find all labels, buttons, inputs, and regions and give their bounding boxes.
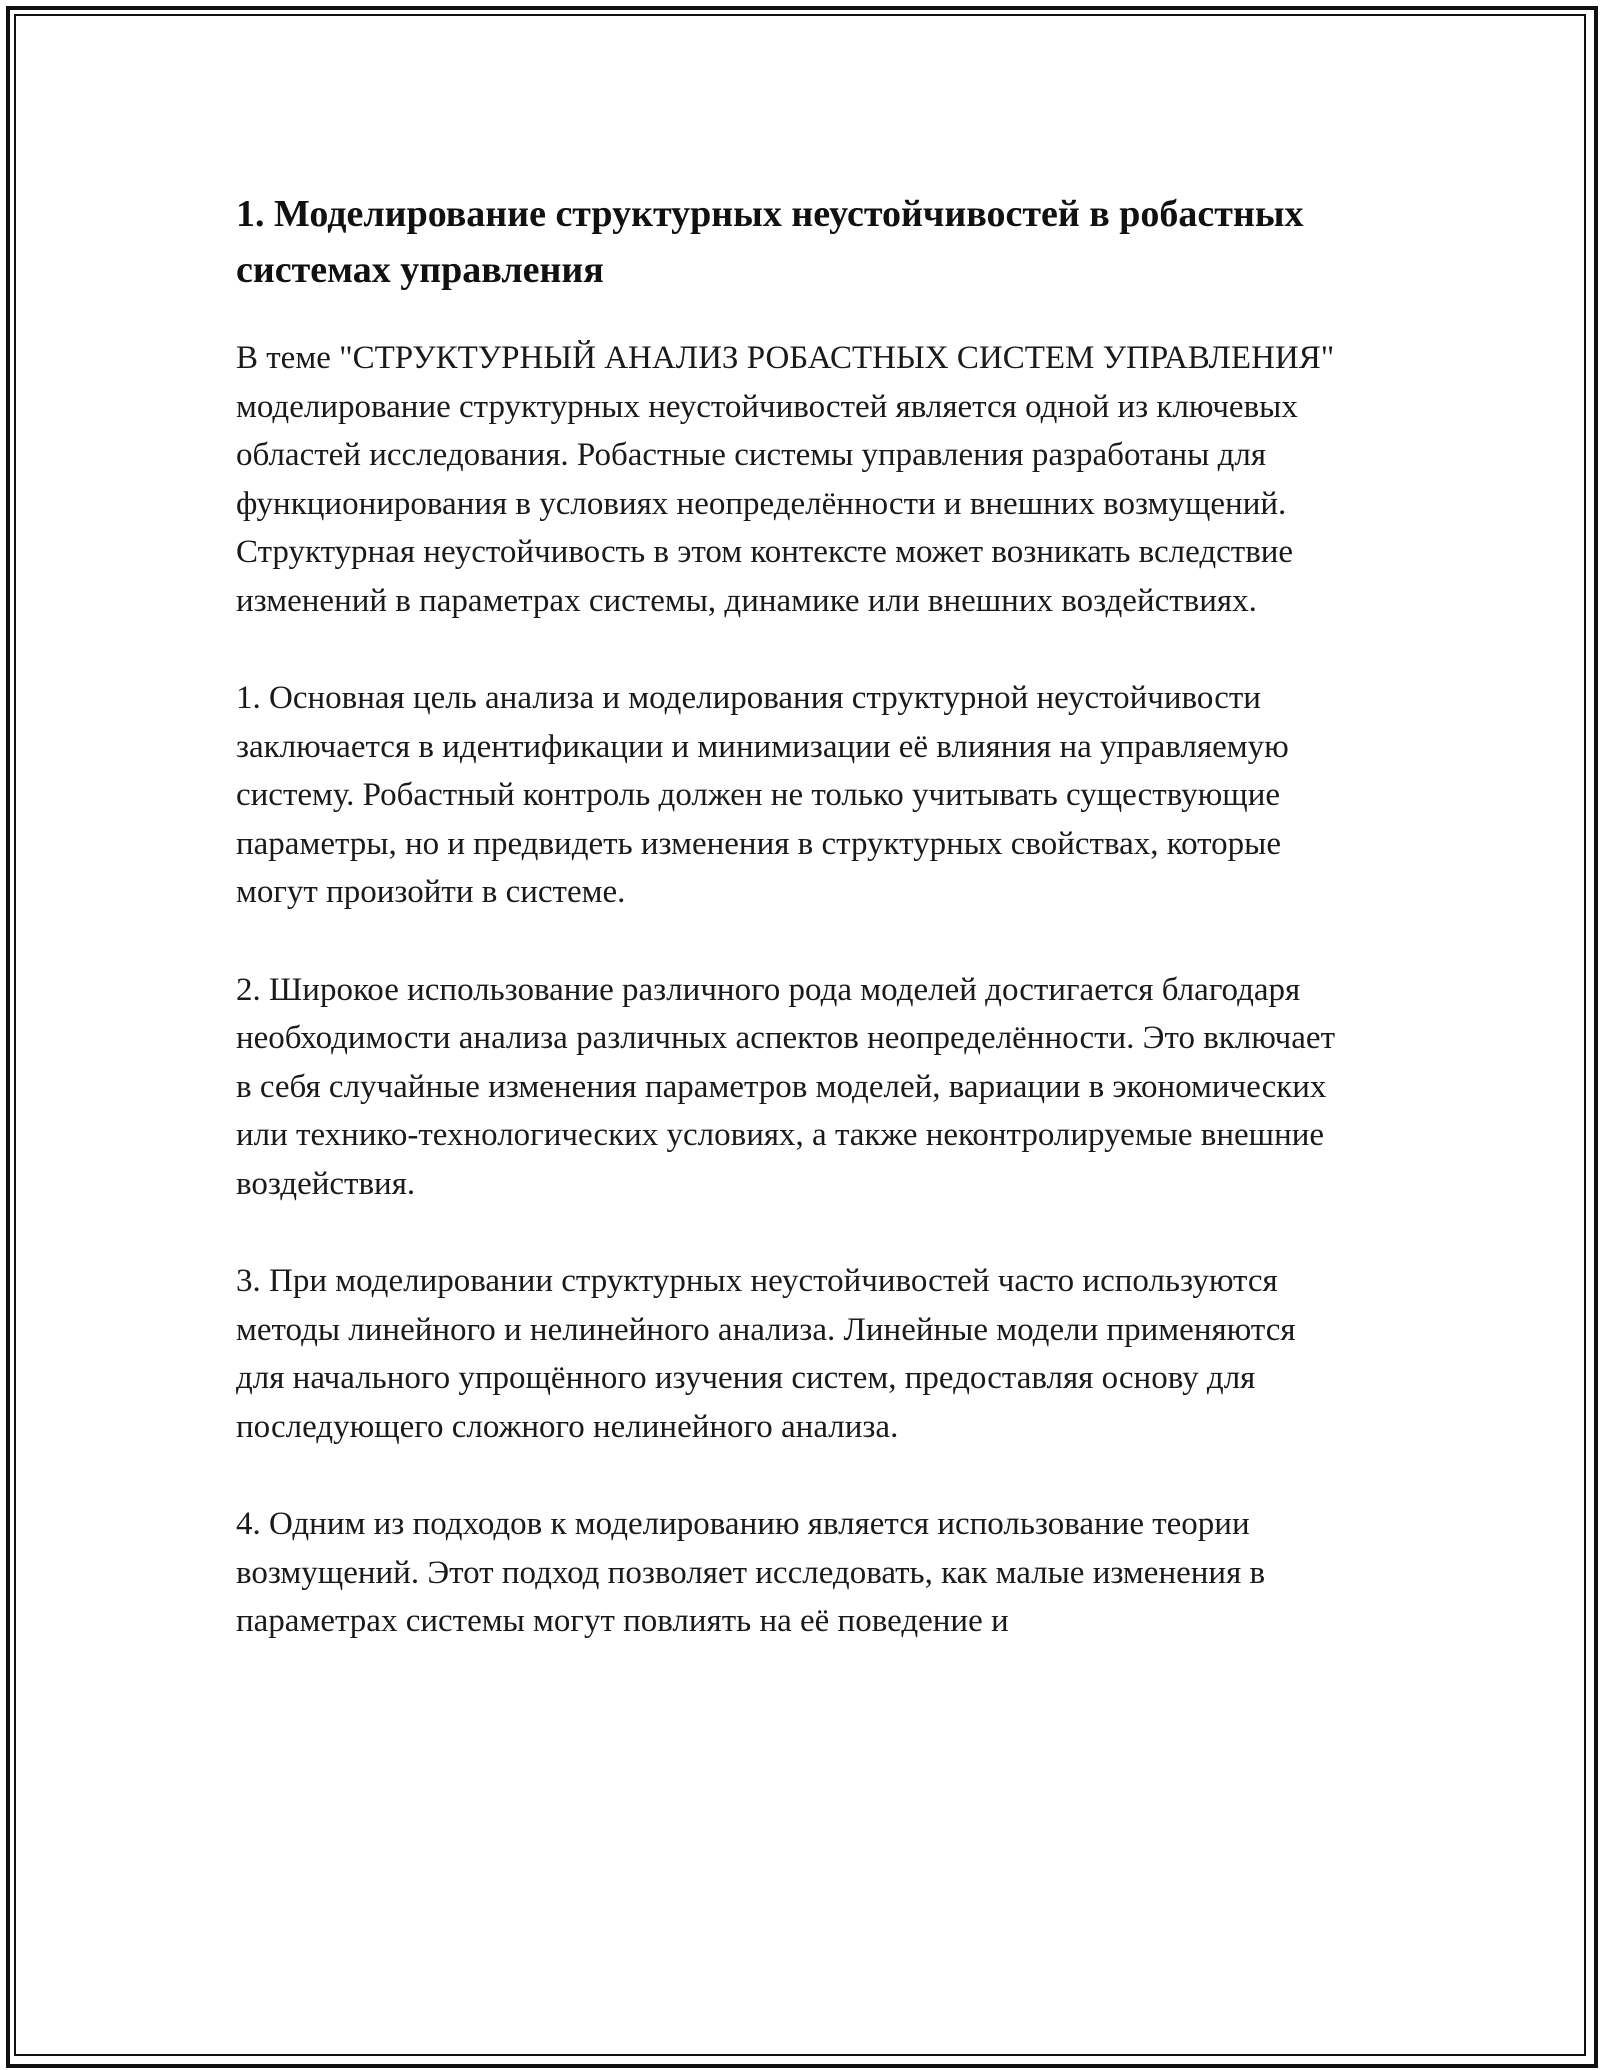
document-body [236, 186, 1336, 1695]
paragraph-item-3: 3. При моделировании структурных неустойчивостей часто используются методы линейного и нелинейного анализа. Линейные модели применяются для начального упрощённого изучения систем, предоставляя основу для последующего сложного нелинейного анализа. [236, 1263, 1296, 1445]
paragraph-item-2: 2. Широкое использование различного рода моделей достигается благодаря необходимости анализа различных аспектов неопределённости. Это включает в себя случайные изменения параметров моделей, вариации в экономических или технико-технологических условиях, а также неконтролируемые внешние воздействия. [236, 971, 1335, 1202]
intro-paragraph: В теме "СТРУКТУРНЫЙ АНАЛИЗ РОБАСТНЫХ СИСТЕМ УПРАВЛЕНИЯ" моделирование структурных неустойчивостей является одной из ключевых областей исследования. Робастные системы управления разработаны для функционирования в условиях неопределённости и внешних возмущений. Структурная неустойчивость в этом контексте может возникать вследствие изменений в параметрах системы, динамике или внешних воздействиях. [236, 340, 1335, 619]
section-heading: 1. Моделирование структурных неустойчивостей в робастных системах управления [236, 193, 1304, 291]
paragraph-item-4: 4. Одним из подходов к моделированию является использование теории возмущений. Этот подход позволяет исследовать, как малые изменения в параметрах системы могут повлиять на её поведение и [236, 1506, 1266, 1639]
paragraph-item-1: 1. Основная цель анализа и моделирования структурной неустойчивости заключается в идентификации и минимизации её влияния на управляемую систему. Робастный контроль должен не только учитывать существующие параметры, но и предвидеть изменения в структурных свойствах, которые могут произойти в системе. [236, 680, 1289, 910]
